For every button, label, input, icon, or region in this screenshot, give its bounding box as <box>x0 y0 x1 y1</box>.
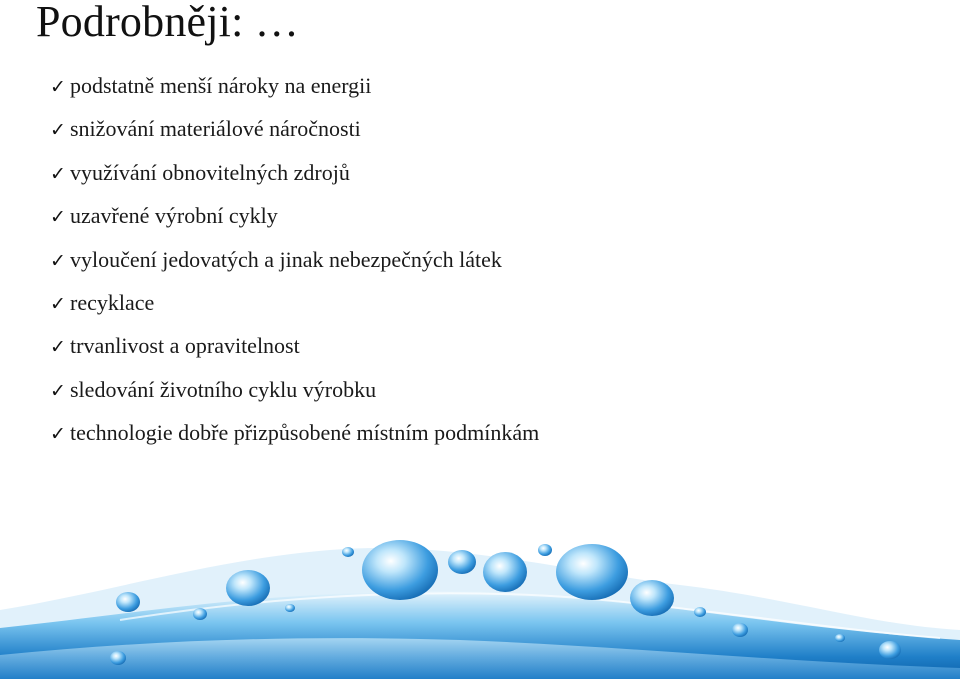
list-item <box>50 286 539 329</box>
water-bubble <box>193 608 207 620</box>
water-bubble <box>483 552 527 592</box>
water-bubble <box>116 592 140 612</box>
water-bubble <box>226 570 270 606</box>
slide-title: Podrobněji: … <box>36 0 299 46</box>
checkmark-icon: ✓ <box>50 76 66 98</box>
checkmark-icon: ✓ <box>50 206 66 229</box>
water-bubble <box>448 550 476 574</box>
water-bubble <box>362 540 438 600</box>
list-item <box>50 112 539 155</box>
water-bubble <box>342 547 354 557</box>
list-item-text: technologie dobře přizpůsobené místním podmínkám <box>70 420 540 446</box>
bullet-list <box>50 69 539 460</box>
checkmark-icon: ✓ <box>50 249 66 272</box>
checkmark-icon: ✓ <box>50 162 66 185</box>
list-item-text: sledování životního cyklu výrobku <box>70 376 377 402</box>
list-item <box>50 156 539 199</box>
water-bubble <box>835 634 845 642</box>
list-item <box>50 243 539 286</box>
checkmark-icon: ✓ <box>50 119 66 142</box>
water-bubble <box>556 544 628 600</box>
water-bubble <box>694 607 706 617</box>
checkmark-icon: ✓ <box>50 423 66 446</box>
water-bubble <box>732 623 748 637</box>
list-item-text: využívání obnovitelných zdrojů <box>70 159 350 185</box>
water-wave-decoration <box>0 490 960 679</box>
water-bubble <box>879 641 901 659</box>
list-item <box>50 69 539 112</box>
list-item-text: trvanlivost a opravitelnost <box>70 333 300 359</box>
list-item-text: recyklace <box>70 289 155 315</box>
list-item-text: vyloučení jedovatých a jinak nebezpečných látek <box>70 246 502 272</box>
list-item-text: uzavřené výrobní cykly <box>70 203 278 229</box>
water-bubble <box>630 580 674 616</box>
water-bubble <box>285 604 295 612</box>
water-bubble <box>110 651 126 665</box>
checkmark-icon: ✓ <box>50 379 66 402</box>
checkmark-icon: ✓ <box>50 292 66 315</box>
list-item <box>50 373 539 416</box>
list-item <box>50 329 539 372</box>
list-item <box>50 199 539 242</box>
list-item-text: snižování materiálové náročnosti <box>70 116 361 142</box>
list-item-text: podstatně menší nároky na energii <box>70 73 372 98</box>
checkmark-icon: ✓ <box>50 336 66 359</box>
list-item <box>50 416 539 459</box>
water-bubble <box>538 544 552 556</box>
